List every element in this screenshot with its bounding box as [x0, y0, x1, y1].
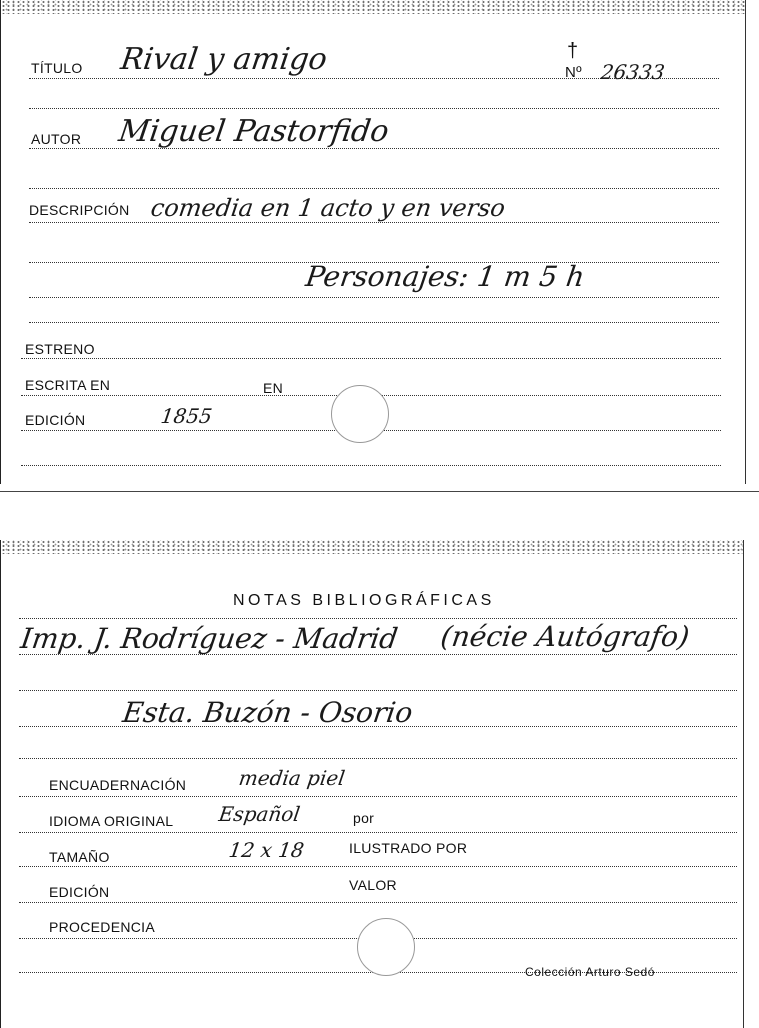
rule: [19, 832, 737, 833]
escrita-en-label: ESCRITA EN: [25, 377, 111, 393]
rule: [29, 297, 719, 298]
coleccion-label: Colección Arturo Sedó: [525, 965, 655, 979]
valor-label: VALOR: [349, 877, 397, 893]
rule: [19, 866, 737, 867]
cross-mark: †: [567, 40, 579, 62]
note-line-1b: (nécie Autógrafo): [438, 620, 692, 653]
edicion-label: EDICIÓN: [25, 412, 86, 428]
encuadernacion-label: ENCUADERNACIÓN: [49, 777, 187, 793]
rule: [19, 758, 737, 759]
rule: [19, 796, 737, 797]
procedencia-label: PROCEDENCIA: [49, 919, 155, 935]
card-separator: [0, 491, 759, 492]
descripcion-label: DESCRIPCIÓN: [29, 202, 130, 218]
numero-value: 26333: [599, 60, 667, 84]
rule: [29, 322, 719, 323]
rule: [19, 902, 737, 903]
en-label: EN: [263, 380, 284, 396]
descripcion-value: comedia en 1 acto y en verso: [149, 194, 507, 222]
rule: [29, 108, 719, 109]
bottom-card: [0, 540, 744, 1028]
tamano-value: 12 x 18: [227, 838, 306, 862]
note-line-1: Imp. J. Rodríguez - Madrid: [18, 622, 400, 655]
titulo-label: TÍTULO: [31, 60, 83, 76]
personajes-value: Personajes: 1 m 5 h: [303, 260, 587, 293]
punch-hole: [357, 918, 415, 976]
estreno-label: ESTRENO: [25, 341, 95, 357]
edicion-value: 1855: [159, 404, 214, 428]
rule: [21, 358, 721, 359]
card-top-speckle: [1, 540, 743, 554]
autor-label: AUTOR: [31, 131, 82, 147]
titulo-value: Rival y amigo: [118, 42, 330, 77]
ilustrado-label: ILUSTRADO POR: [349, 840, 468, 856]
punch-hole: [331, 385, 389, 443]
edicion-label: EDICIÓN: [49, 884, 110, 900]
rule: [29, 222, 719, 223]
tamano-label: TAMAÑO: [49, 849, 110, 865]
rule: [29, 188, 719, 189]
por-label: por: [353, 810, 375, 826]
numero-label: Nº: [565, 64, 582, 81]
rule: [19, 690, 737, 691]
encuadernacion-value: media piel: [237, 766, 347, 790]
idioma-value: Español: [217, 802, 302, 826]
card-top-speckle: [1, 0, 745, 14]
top-card: [0, 0, 746, 484]
note-line-2: Esta. Buzón - Osorio: [120, 696, 415, 729]
rule: [21, 465, 721, 466]
autor-value: Miguel Pastorfido: [116, 114, 392, 149]
rule: [19, 618, 737, 619]
idioma-label: IDIOMA ORIGINAL: [49, 813, 174, 829]
notas-title: NOTAS BIBLIOGRÁFICAS: [233, 592, 495, 609]
